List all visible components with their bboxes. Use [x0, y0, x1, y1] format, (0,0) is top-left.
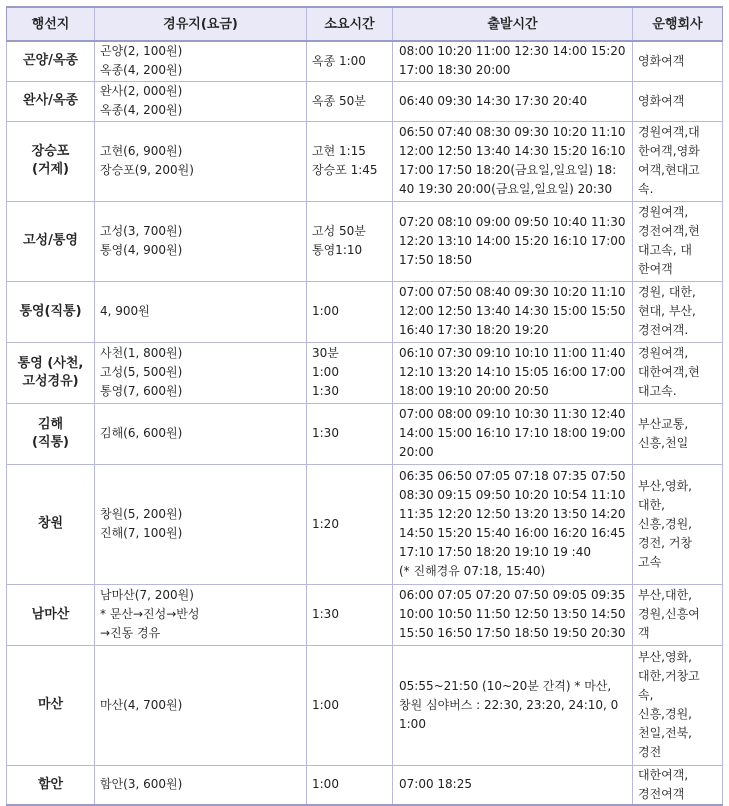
duration-cell: 옥종 1:00 [307, 41, 393, 81]
company-cell: 경원, 대한, 현대, 부산, 경전여객. [633, 281, 723, 342]
bus-schedule-table [6, 6, 723, 806]
table-row [7, 584, 723, 645]
company-cell: 영화여객 [633, 81, 723, 121]
departure-cell: 07:00 07:50 08:40 09:30 10:20 11:10 12:00 12:50 13:40 14:30 15:00 15:50 16:40 17:30 18:20 19:20 [393, 281, 633, 342]
via-cell: 4, 900원 [95, 281, 307, 342]
header-company: 운행회사 [633, 7, 723, 41]
table-row [7, 403, 723, 464]
duration-cell: 고현 1:15 장승포 1:45 [307, 121, 393, 201]
via-cell: 남마산(7, 200원) * 문산→진성→반성 →진동 경유 [95, 584, 307, 645]
duration-cell: 1:30 [307, 584, 393, 645]
company-cell: 부산,영화, 대한, 신흥,경원, 경전, 거창 고속 [633, 464, 723, 584]
table-row [7, 41, 723, 81]
via-cell: 사천(1, 800원) 고성(5, 500원) 통영(7, 600원) [95, 342, 307, 403]
duration-cell: 30분 1:00 1:30 [307, 342, 393, 403]
header-departure: 출발시간 [393, 7, 633, 41]
table-row [7, 81, 723, 121]
via-cell: 창원(5, 200원) 진해(7, 100원) [95, 464, 307, 584]
header-route: 행선지 [7, 7, 95, 41]
route-cell: 함안 [7, 765, 95, 805]
table-row [7, 342, 723, 403]
route-cell: 남마산 [7, 584, 95, 645]
departure-cell: 06:10 07:30 09:10 10:10 11:00 11:40 12:10 13:20 14:10 15:05 16:00 17:00 18:00 19:10 20:00 20:50 [393, 342, 633, 403]
route-cell: 통영(직통) [7, 281, 95, 342]
route-cell: 장승포 (거제) [7, 121, 95, 201]
table-row [7, 765, 723, 805]
departure-cell: 08:00 10:20 11:00 12:30 14:00 15:20 17:00 18:30 20:00 [393, 41, 633, 81]
via-cell: 마산(4, 700원) [95, 645, 307, 765]
table-row [7, 645, 723, 765]
departure-cell: 06:00 07:05 07:20 07:50 09:05 09:35 10:00 10:50 11:50 12:50 13:50 14:50 15:50 16:50 17:50 18:50 19:50 20:30 [393, 584, 633, 645]
via-cell: 완사(2, 000원) 옥종(4, 200원) [95, 81, 307, 121]
duration-cell: 1:30 [307, 403, 393, 464]
route-cell: 고성/통영 [7, 201, 95, 281]
table-row [7, 464, 723, 584]
via-cell: 고성(3, 700원) 통영(4, 900원) [95, 201, 307, 281]
header-via: 경유지(요금) [95, 7, 307, 41]
via-cell: 곤양(2, 100원) 옥종(4, 200원) [95, 41, 307, 81]
table-row [7, 281, 723, 342]
departure-cell: 06:35 06:50 07:05 07:18 07:35 07:50 08:30 09:15 09:50 10:20 10:54 11:10 11:35 12:20 12:50 13:20 13:50 14:20 14:50 15:20 15:40 16:00 16:20 16:45 17:10 17:50 18:20 19:10 19 :40 (* 진해경유 07:18, 15:40) [393, 464, 633, 584]
duration-cell: 고성 50분 통영1:10 [307, 201, 393, 281]
via-cell: 고현(6, 900원) 장승포(9, 200원) [95, 121, 307, 201]
departure-cell: 05:55~21:50 (10~20분 간격) * 마산, 창원 심야버스 : 22:30, 23:20, 24:10, 0 1:00 [393, 645, 633, 765]
departure-cell: 07:20 08:10 09:00 09:50 10:40 11:30 12:20 13:10 14:00 15:20 16:10 17:00 17:50 18:50 [393, 201, 633, 281]
route-cell: 완사/옥종 [7, 81, 95, 121]
company-cell: 경원여객,대 한여객,영화 여객,현대고 속. [633, 121, 723, 201]
departure-cell: 07:00 08:00 09:10 10:30 11:30 12:40 14:00 15:00 16:10 17:10 18:00 19:00 20:00 [393, 403, 633, 464]
route-cell: 곤양/옥종 [7, 41, 95, 81]
company-cell: 부산,대한, 경원,신흥여 객 [633, 584, 723, 645]
company-cell: 대한여객, 경전여객 [633, 765, 723, 805]
duration-cell: 옥종 50분 [307, 81, 393, 121]
duration-cell: 1:00 [307, 765, 393, 805]
table-row [7, 121, 723, 201]
departure-cell: 07:00 18:25 [393, 765, 633, 805]
departure-cell: 06:40 09:30 14:30 17:30 20:40 [393, 81, 633, 121]
duration-cell: 1:00 [307, 645, 393, 765]
route-cell: 마산 [7, 645, 95, 765]
duration-cell: 1:00 [307, 281, 393, 342]
duration-cell: 1:20 [307, 464, 393, 584]
company-cell: 경원여객, 경전여객,현 대고속, 대 한여객 [633, 201, 723, 281]
header-duration: 소요시간 [307, 7, 393, 41]
table-header-row [7, 7, 723, 41]
route-cell: 창원 [7, 464, 95, 584]
via-cell: 함안(3, 600원) [95, 765, 307, 805]
table-row [7, 201, 723, 281]
departure-cell: 06:50 07:40 08:30 09:30 10:20 11:10 12:00 12:50 13:40 14:30 15:20 16:10 17:00 17:50 18:20(금요일,일요일) 18: 40 19:30 20:00(금요일,일요일) 20:30 [393, 121, 633, 201]
route-cell: 통영 (사천, 고성경유) [7, 342, 95, 403]
route-cell: 김해 (직통) [7, 403, 95, 464]
company-cell: 부산,영화, 대한,거창고 속, 신흥,경원, 천일,전북, 경전 [633, 645, 723, 765]
company-cell: 경원여객, 대한여객,현 대고속. [633, 342, 723, 403]
company-cell: 부산교통, 신흥,천일 [633, 403, 723, 464]
company-cell: 영화여객 [633, 41, 723, 81]
via-cell: 김해(6, 600원) [95, 403, 307, 464]
